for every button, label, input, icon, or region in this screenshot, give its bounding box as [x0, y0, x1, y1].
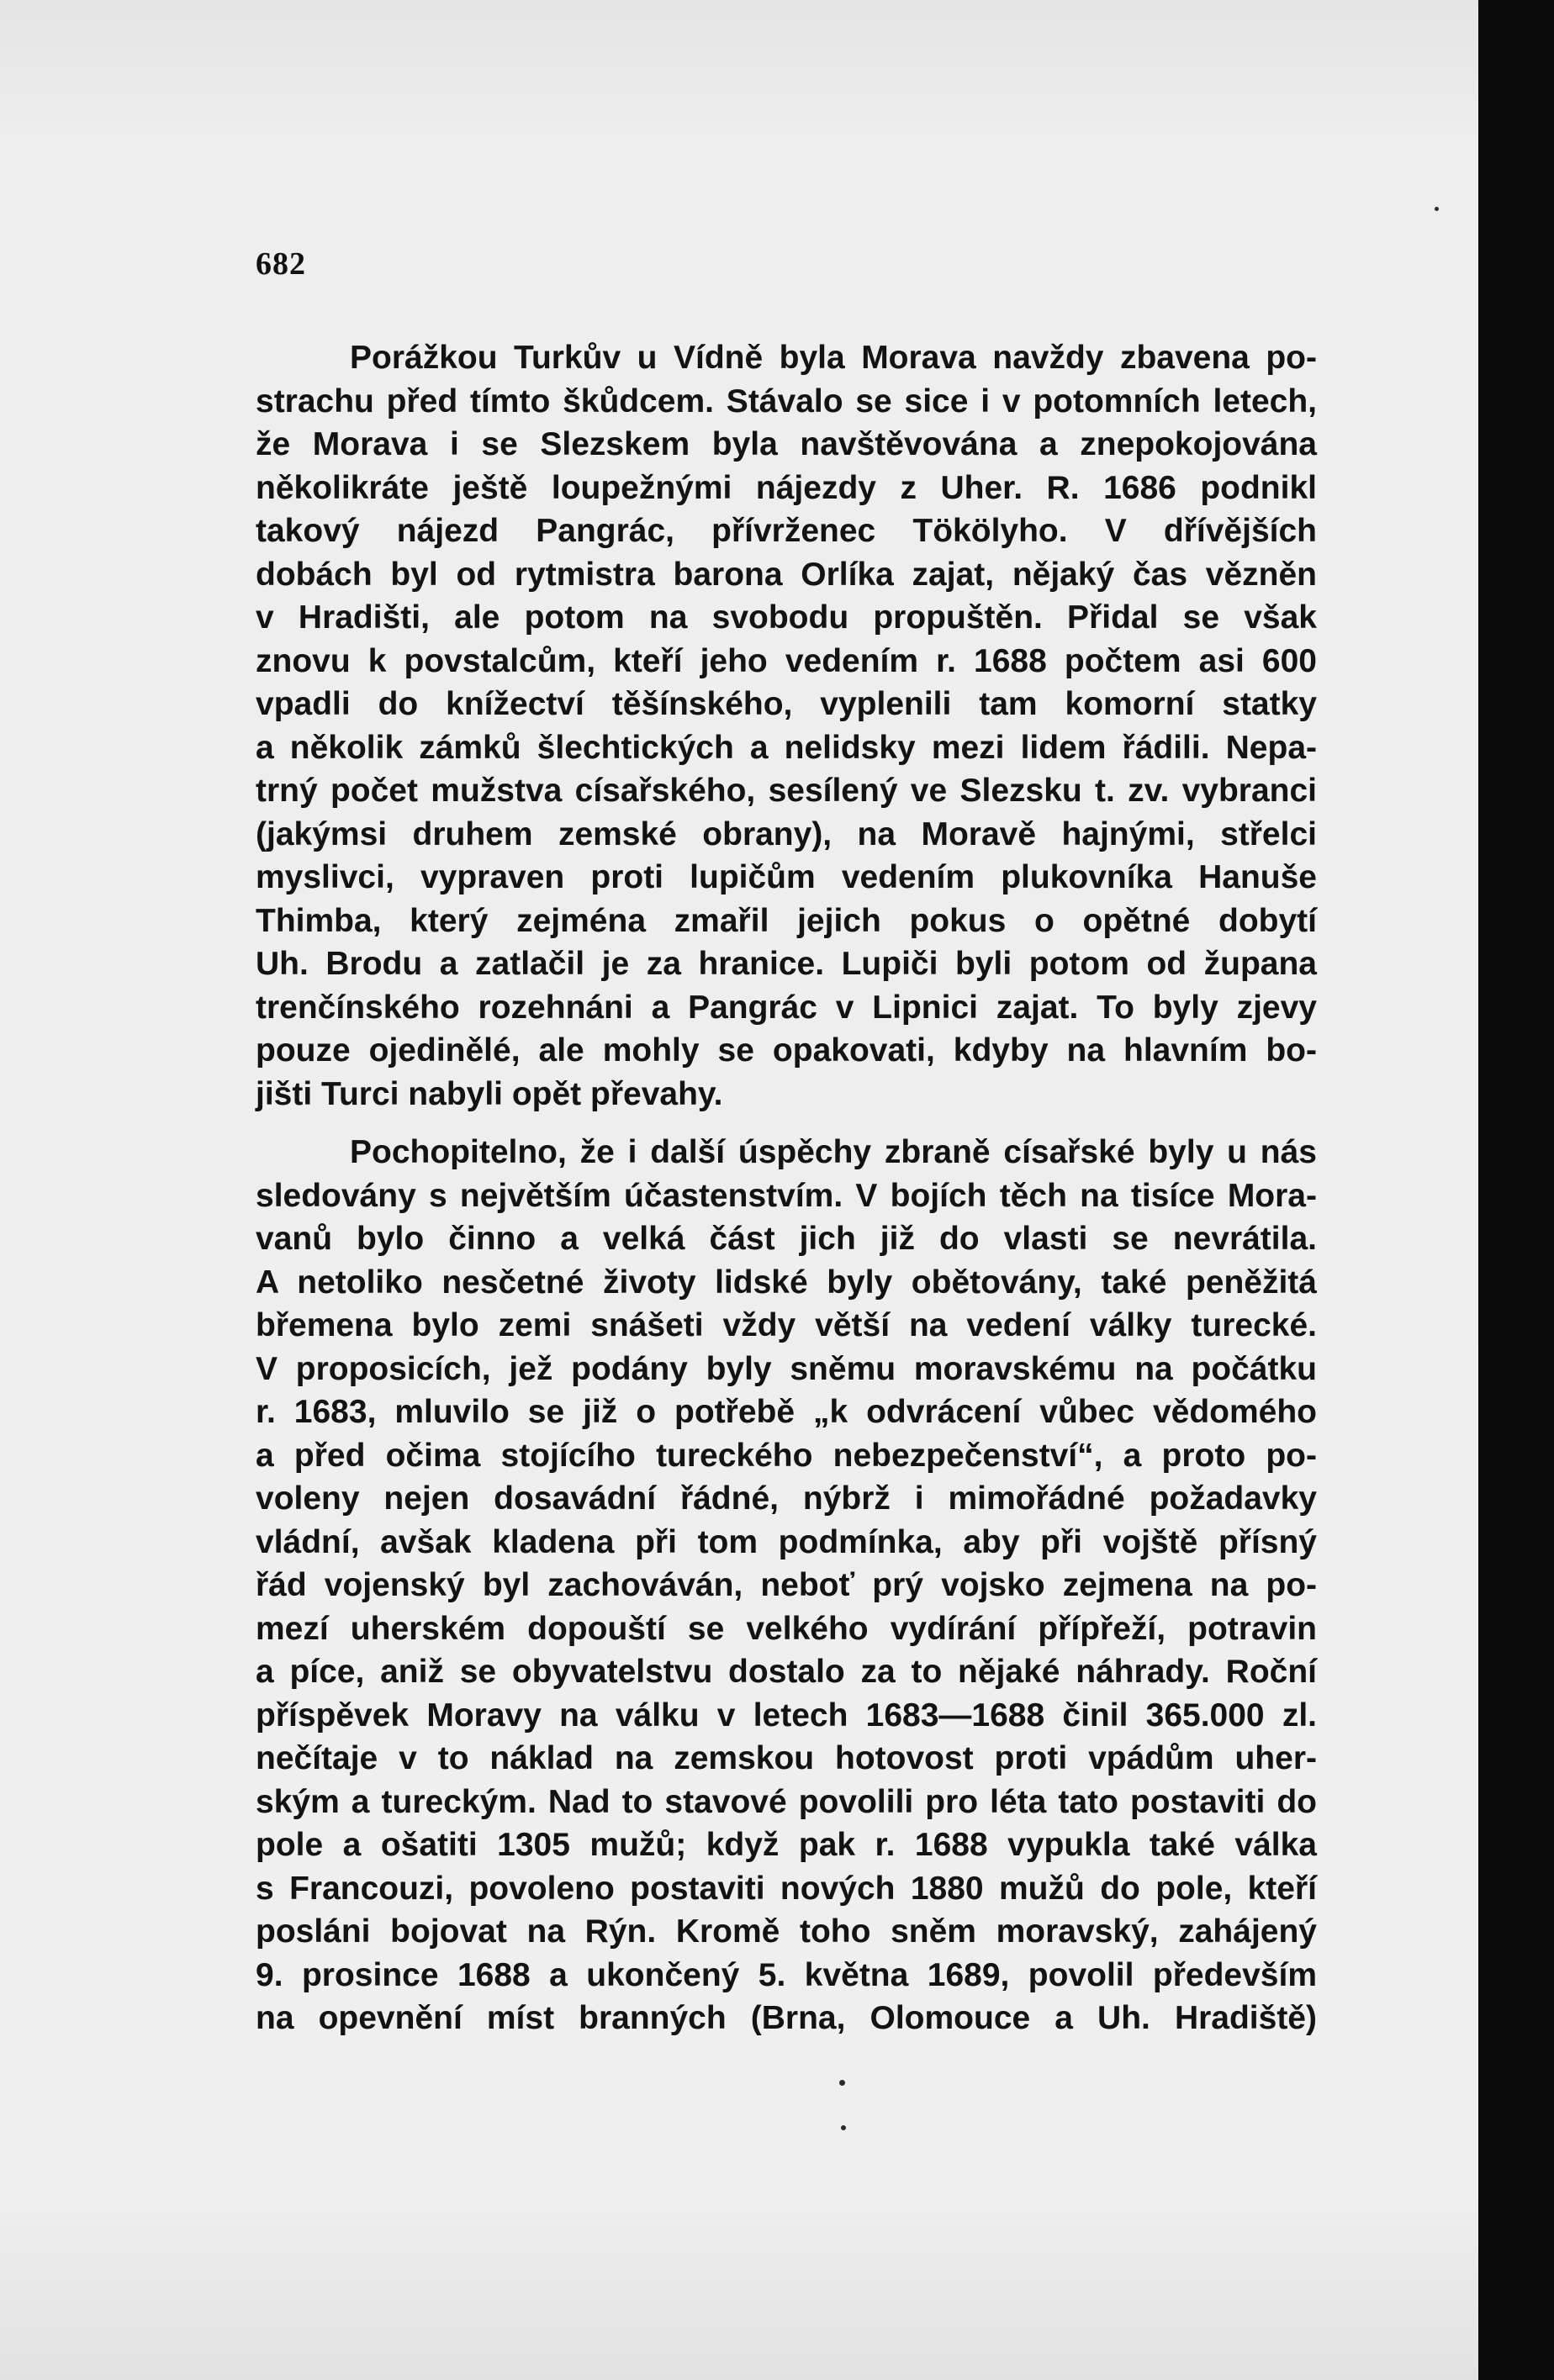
page-number: 682 [256, 246, 306, 282]
text-line: (jakýmsi druhem zemské obrany), na Moravě hajnými, střelci [256, 815, 1317, 852]
text-line: příspěvek Moravy na válku v letech 1683—1688 činil 365.000 zl. [256, 1697, 1317, 1734]
text-line: trný počet mužstva císařského, sesílený ve Slezsku t. zv. vybranci [256, 773, 1317, 809]
text-line: myslivci, vypraven proti lupičům vedením plukovníka Hanuše [256, 859, 1317, 895]
text-line: nečítaje v to náklad na zemskou hotovost proti vpádům uher- [256, 1740, 1317, 1776]
scan-speck [1435, 207, 1439, 211]
text-line: voleny nejen dosavádní řádné, nýbrž i mimořádné požadavky [256, 1480, 1317, 1517]
text-line: vanů bylo činno a velká část jich již do vlasti se nevrátila. [256, 1221, 1317, 1257]
scan-border [1478, 0, 1554, 2380]
text-line: na opevnění míst branných (Brna, Olomouce a Uh. Hradiště) [256, 2000, 1317, 2036]
paragraph-2 [256, 1131, 1317, 2040]
text-line: jišti Turci nabyli opět převahy. [256, 1075, 723, 1112]
text-line: že Morava i se Slezskem byla navštěvována a znepokojována [256, 426, 1317, 462]
text-line: řád vojenský byl zachováván, neboť prý vojsko zejmena na po- [256, 1567, 1317, 1603]
text-line: břemena bylo zemi snášeti vždy větší na vedení války turecké. [256, 1307, 1317, 1343]
body-text [256, 336, 1317, 2040]
text-line: dobách byl od rytmistra barona Orlíka zajat, nějaký čas vězněn [256, 556, 1317, 593]
text-line: a před očima stojícího tureckého nebezpečenství“, a proto po- [256, 1437, 1317, 1474]
text-line: strachu před tímto škůdcem. Stávalo se sice i v potomních letech, [256, 383, 1317, 420]
text-line: V proposicích, jež podány byly sněmu moravskému na počátku [256, 1350, 1317, 1387]
text-line: několikráte ještě loupežnými nájezdy z Uher. R. 1686 podnikl [256, 469, 1317, 506]
text-line: Porážkou Turkův u Vídně byla Morava navždy zbavena po- [350, 340, 1317, 376]
text-line: Thimba, který zejména zmařil jejich pokus o opětné dobytí [256, 902, 1317, 939]
text-line: a píce, aniž se obyvatelstvu dostalo za to nějaké náhrady. Roční [256, 1654, 1317, 1690]
text-line: trenčínského rozehnáni a Pangrác v Lipnici zajat. To byly zjevy [256, 989, 1317, 1026]
text-line: v Hradišti, ale potom na svobodu propuštěn. Přidal se však [256, 599, 1317, 636]
scan-speck [841, 2125, 846, 2130]
text-line: ským a tureckým. Nad to stavové povolili pro léta tato postaviti do [256, 1783, 1317, 1820]
text-line: mezí uherském dopouští se velkého vydírání přípřeží, potravin [256, 1610, 1317, 1647]
text-line: pouze ojedinělé, ale mohly se opakovati, kdyby na hlavním bo- [256, 1032, 1317, 1069]
text-line: 9. prosince 1688 a ukončený 5. května 1689, povolil především [256, 1956, 1317, 1993]
text-line: a několik zámků šlechtických a nelidsky mezi lidem řádili. Nepa- [256, 729, 1317, 766]
text-line: r. 1683, mluvilo se již o potřebě „k odvrácení vůbec vědomého [256, 1394, 1317, 1430]
text-line: A netoliko nesčetné životy lidské byly obětovány, také peněžitá [256, 1264, 1317, 1301]
text-line: znovu k povstalcům, kteří jeho vedením r. 1688 počtem asi 600 [256, 642, 1317, 679]
text-line: pole a ošatiti 1305 mužů; když pak r. 1688 vypukla také válka [256, 1827, 1317, 1863]
paragraph-1 [256, 336, 1317, 1116]
text-line: sledovány s největším účastenstvím. V bojích těch na tisíce Mora- [256, 1177, 1317, 1214]
text-line: vládní, avšak kladena při tom podmínka, aby při vojště přísný [256, 1523, 1317, 1560]
text-line: takový nájezd Pangrác, přívrženec Tökölyho. V dřívějších [256, 513, 1317, 549]
text-line: posláni bojovat na Rýn. Kromě toho sněm moravský, zahájený [256, 1913, 1317, 1950]
text-line: Pochopitelno, že i další úspěchy zbraně císařské byly u nás [350, 1134, 1317, 1170]
text-line: s Francouzi, povoleno postaviti nových 1880 mužů do pole, kteří [256, 1870, 1317, 1907]
text-line: vpadli do knížectví těšínského, vyplenili tam komorní statky [256, 686, 1317, 722]
scan-speck [839, 2080, 845, 2086]
text-line: Uh. Brodu a zatlačil je za hranice. Lupiči byli potom od župana [256, 946, 1317, 982]
